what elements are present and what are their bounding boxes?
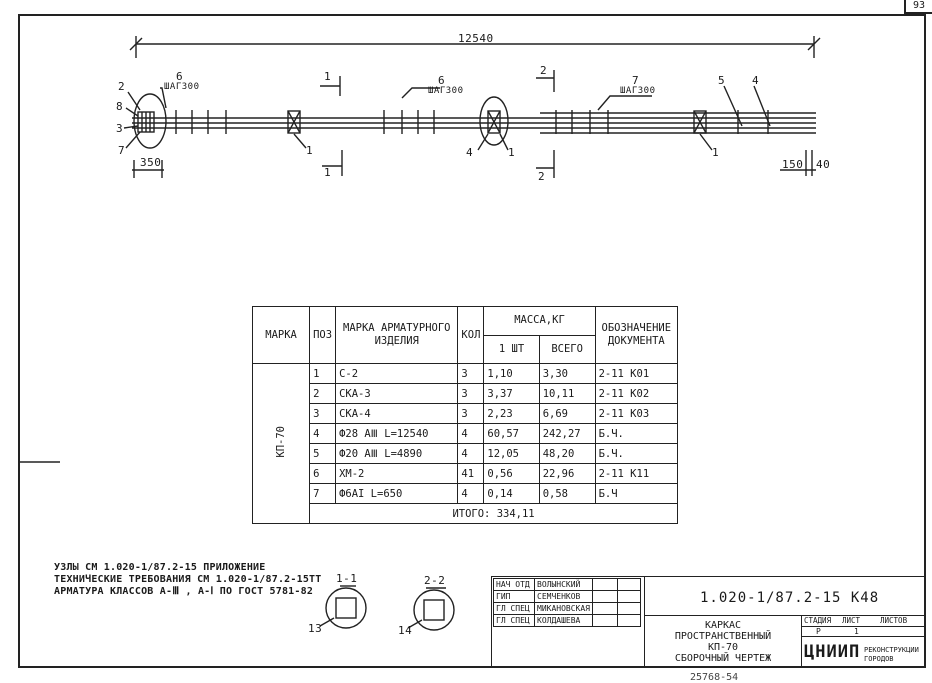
cell-unit-mass: 0,56 xyxy=(484,464,539,484)
signature-row xyxy=(494,579,641,591)
overall-length-dim: 12540 xyxy=(458,32,494,45)
cell-total-mass: 6,69 xyxy=(539,404,595,424)
cell-unit-mass: 2,23 xyxy=(484,404,539,424)
section-mark: 1 xyxy=(324,166,332,179)
cell-doc: 2-11 К02 xyxy=(595,384,677,404)
cell-item: ХМ-2 xyxy=(336,464,458,484)
cell-qty: 4 xyxy=(458,424,484,444)
name-line: СБОРОЧНЫЙ ЧЕРТЕЖ xyxy=(674,653,772,664)
section-mark: 2 xyxy=(538,170,546,183)
margin-strip xyxy=(0,464,19,668)
cell-total-mass: 48,20 xyxy=(539,444,595,464)
name-line: КП-70 xyxy=(707,642,739,653)
sig-name: КОЛДАШЕВА xyxy=(535,615,593,627)
position-mark: 4 xyxy=(466,146,474,159)
sheet-label: ЛИСТ xyxy=(842,616,861,625)
cell-pos: 5 xyxy=(310,444,336,464)
bottom-stamp: 25768-54 xyxy=(690,672,739,683)
cell-unit-mass: 3,37 xyxy=(484,384,539,404)
signature-table xyxy=(493,578,641,627)
sig-name: МИКАНОВСКАЯ xyxy=(535,603,593,615)
section-title: 2-2 xyxy=(424,574,446,587)
sig-role: ГЛ СПЕЦ xyxy=(494,603,535,615)
signature-row xyxy=(494,603,641,615)
organization-logo: ЦНИИП xyxy=(804,642,861,662)
position-mark: 1 xyxy=(306,144,314,157)
note-line: ТЕХНИЧЕСКИЕ ТРЕБОВАНИЯ СМ 1.020-1/87.2-15ТТ xyxy=(54,574,322,585)
position-mark: 8 xyxy=(116,100,124,113)
cell-qty: 41 xyxy=(458,464,484,484)
position-mark: 5 xyxy=(718,74,726,87)
cell-doc: Б.Ч xyxy=(595,484,677,504)
cell-item: С-2 xyxy=(336,364,458,384)
drawing-code: 1.020-1/87.2-15 К48 xyxy=(700,590,880,606)
section-title: 1-1 xyxy=(336,572,358,585)
sheet-value: 1 xyxy=(854,627,859,636)
pitch-label: ШАГ300 xyxy=(620,86,656,96)
header-mass-unit: 1 ШТ xyxy=(484,335,539,364)
sig-name: СЕМЧЕНКОВ xyxy=(535,591,593,603)
table-row xyxy=(253,464,678,484)
total-row xyxy=(253,504,678,524)
table-row xyxy=(253,384,678,404)
header-pos: ПОЗ xyxy=(310,307,336,364)
cell-qty: 4 xyxy=(458,484,484,504)
page-number: 93 xyxy=(904,0,932,14)
cell-pos: 4 xyxy=(310,424,336,444)
right-dim: 40 xyxy=(816,158,831,171)
table-row xyxy=(253,484,678,504)
header-mass: МАССА,КГ xyxy=(484,307,595,336)
cell-item: СКА-3 xyxy=(336,384,458,404)
table-row xyxy=(253,444,678,464)
signature-row xyxy=(494,591,641,603)
sig-role: НАЧ ОТД xyxy=(494,579,535,591)
section-mark: 14 xyxy=(398,624,413,637)
cell-item: СКА-4 xyxy=(336,404,458,424)
table-row xyxy=(253,404,678,424)
note-line: АРМАТУРА КЛАССОВ А-Ⅲ , А-Ⅰ ПО ГОСТ 5781-82 xyxy=(54,586,314,597)
position-mark: 6 xyxy=(176,70,184,83)
section-mark: 13 xyxy=(308,622,323,635)
cell-pos: 7 xyxy=(310,484,336,504)
left-offset-dim: 350 xyxy=(140,156,162,169)
note-line: УЗЛЫ СМ 1.020-1/87.2-15 ПРИЛОЖЕНИЕ xyxy=(54,562,266,573)
name-line: КАРКАС xyxy=(704,620,742,631)
group-mark: КП-70 xyxy=(275,426,288,458)
cell-pos: 3 xyxy=(310,404,336,424)
cell-doc: Б.Ч. xyxy=(595,444,677,464)
cell-total-mass: 10,11 xyxy=(539,384,595,404)
specification-table xyxy=(252,306,678,524)
header-mass-total: ВСЕГО xyxy=(539,335,595,364)
sig-role: ГЛ СПЕЦ xyxy=(494,615,535,627)
position-mark: 2 xyxy=(118,80,126,93)
header-item-mark: МАРКА АРМАТУРНОГО ИЗДЕЛИЯ xyxy=(336,307,458,364)
header-doc: ОБОЗНАЧЕНИЕ ДОКУМЕНТА xyxy=(595,307,677,364)
cell-unit-mass: 0,14 xyxy=(484,484,539,504)
cell-unit-mass: 1,10 xyxy=(484,364,539,384)
pitch-label: ШАГ300 xyxy=(428,86,464,96)
cell-total-mass: 3,30 xyxy=(539,364,595,384)
sheets-label: ЛИСТОВ xyxy=(880,616,908,625)
cell-total-mass: 242,27 xyxy=(539,424,595,444)
cell-qty: 3 xyxy=(458,384,484,404)
signature-row xyxy=(494,615,641,627)
header-qty: КОЛ xyxy=(458,307,484,364)
table-row xyxy=(253,424,678,444)
cell-qty: 3 xyxy=(458,364,484,384)
drawing-name xyxy=(644,620,802,664)
section-mark: 2 xyxy=(540,64,548,77)
stage-values xyxy=(801,626,926,637)
position-mark: 4 xyxy=(752,74,760,87)
notes xyxy=(54,562,321,598)
position-mark: 7 xyxy=(632,74,640,87)
position-mark: 7 xyxy=(118,144,126,157)
header-mark: МАРКА xyxy=(253,307,310,364)
table-row xyxy=(253,364,678,384)
organization-subtitle: РЕКОНСТРУКЦИИ ГОРОДОВ xyxy=(864,646,919,663)
cell-qty: 3 xyxy=(458,404,484,424)
position-mark: 6 xyxy=(438,74,446,87)
cell-doc: 2-11 К11 xyxy=(595,464,677,484)
cell-doc: 2-11 К03 xyxy=(595,404,677,424)
sig-name: ВОЛЫНСКИЙ xyxy=(535,579,593,591)
cell-qty: 4 xyxy=(458,444,484,464)
cell-pos: 6 xyxy=(310,464,336,484)
cell-item: Ф20 АⅢ L=4890 xyxy=(336,444,458,464)
cell-total-mass: 0,58 xyxy=(539,484,595,504)
group-mark-cell xyxy=(253,364,310,524)
right-dim: 150 xyxy=(782,158,804,171)
stage-value: Р xyxy=(816,627,821,636)
cell-doc: 2-11 К01 xyxy=(595,364,677,384)
cell-unit-mass: 60,57 xyxy=(484,424,539,444)
cell-item: Ф28 АⅢ L=12540 xyxy=(336,424,458,444)
name-line: ПРОСТРАНСТВЕННЫЙ xyxy=(674,631,772,642)
cell-item: Ф6АI L=650 xyxy=(336,484,458,504)
cell-unit-mass: 12,05 xyxy=(484,444,539,464)
sig-role: ГИП xyxy=(494,591,535,603)
position-mark: 1 xyxy=(712,146,720,159)
stage-label: СТАДИЯ xyxy=(804,616,832,625)
pitch-label: ШАГ300 xyxy=(164,82,200,92)
position-mark: 1 xyxy=(508,146,516,159)
total-cell: ИТОГО: 334,11 xyxy=(310,504,678,524)
section-mark: 1 xyxy=(324,70,332,83)
cell-doc: Б.Ч. xyxy=(595,424,677,444)
cell-pos: 2 xyxy=(310,384,336,404)
position-mark: 3 xyxy=(116,122,124,135)
cell-pos: 1 xyxy=(310,364,336,384)
cell-total-mass: 22,96 xyxy=(539,464,595,484)
